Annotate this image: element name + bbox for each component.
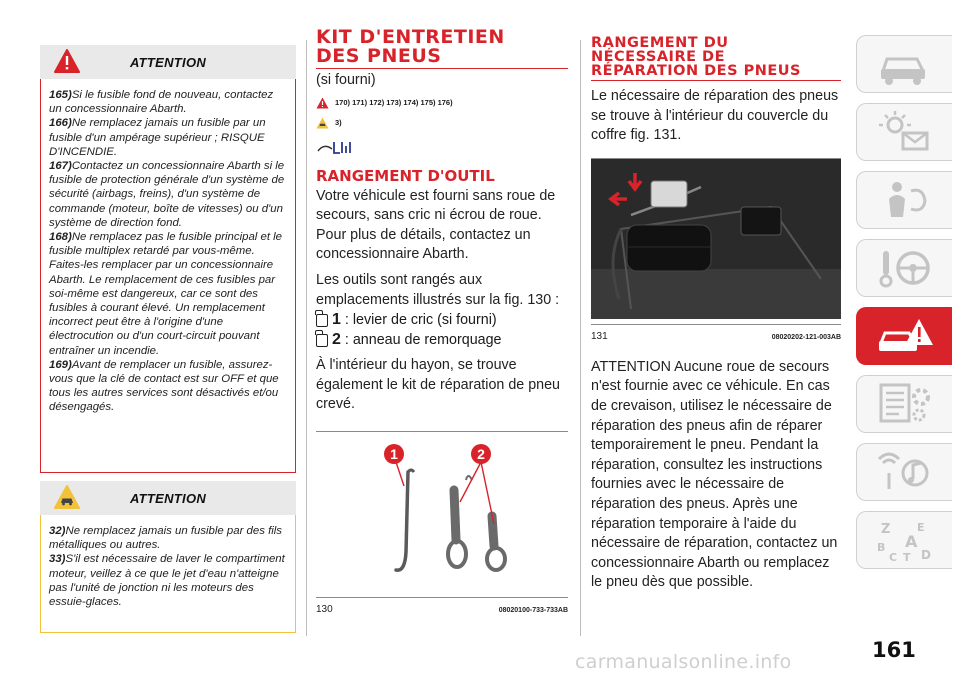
svg-text:Z: Z [880, 522, 890, 537]
multimedia-icon [875, 449, 935, 495]
svg-text:C: C [888, 551, 897, 563]
svg-text:T: T [902, 551, 911, 563]
environment-references: 3) [316, 117, 568, 129]
page-number: 161 [872, 638, 916, 662]
steering-wheel-icon [875, 245, 935, 291]
tab-warning-lights[interactable] [856, 103, 952, 161]
warning-box-2 [40, 515, 296, 633]
figure-number: 130 [316, 603, 333, 615]
figure-number: 131 [591, 330, 608, 342]
warning-title-2: ATTENTION [129, 490, 207, 506]
figure-bottom-rule [316, 597, 568, 598]
warning-item: 33)S'il est nécessaire de laver le compartiment moteur, veillez à ce que le jet d'eau n'atteigne pas l'unité de jonction ni les moteurs des essuie-glaces. [49, 553, 285, 609]
callout-label: 1 [390, 445, 398, 462]
tab-safety[interactable] [856, 171, 952, 229]
paragraph: Votre véhicule est fourni sans roue de secours, sans cric ni écrou de roue. Pour plus de détails, contactez un concessionnaire Abarth. [316, 187, 556, 263]
tire-kit-column [316, 28, 568, 615]
paragraph: ATTENTION Aucune roue de secours n'est fournie avec ce véhicule. En cas de crevaison, utilisez le nécessaire de réparation des pneus afin de réparer temporairement le pneu. Pendant la réparation, consultez les instructions fournies avec le nécessaire de réparation des pneus. Après une réparation temporaire à l'aide du nécessaire de réparation, contactez un concessionnaire Abarth ou remplacez le pneu dès que possible. [591, 358, 838, 591]
tab-emergency[interactable] [856, 307, 952, 365]
trunk-figure-131 [591, 159, 841, 319]
paragraph: Le nécessaire de réparation des pneus se trouve à l'intérieur du couvercle du coffre fig. 131. [591, 88, 839, 144]
tab-index[interactable] [856, 511, 952, 569]
title-underline [316, 68, 568, 69]
car-engine-warning-icon [316, 117, 329, 129]
warning-header-1 [40, 45, 296, 79]
warning-box-1 [40, 79, 296, 473]
column-divider [580, 40, 581, 636]
section-title: KIT D'ENTRETIEN DES PNEUS [316, 26, 505, 67]
tab-service[interactable] [856, 375, 952, 433]
car-dashboard-icon [875, 41, 935, 87]
title-underline [591, 80, 841, 81]
warning-item: 169)Avant de remplacer un fusible, assurez-vous que la clé de contact est sur OFF et que tous les autres services sont désactivés et/ou désengagés. [49, 358, 279, 414]
list-item: 2 : anneau de remorquage [316, 330, 568, 350]
warning-item: 165)Si le fusible fond de nouveau, contactez un concessionnaire Abarth. [49, 89, 274, 116]
tab-car-dashboard[interactable] [856, 35, 952, 93]
safety-airbag-icon [875, 177, 935, 223]
warning-references: 170) 171) 172) 173) 174) 175) 176) [316, 97, 568, 109]
service-maintenance-icon [875, 381, 935, 427]
svg-text:D: D [920, 548, 931, 562]
warning-triangle-icon [316, 97, 329, 109]
index-abc-icon [875, 517, 935, 563]
figure-caption [316, 604, 568, 615]
warning-triangle-icon [54, 49, 80, 73]
tab-driving[interactable] [856, 239, 952, 297]
key-icon [316, 314, 328, 327]
tab-multimedia[interactable] [856, 443, 952, 501]
warning-title-1: ATTENTION [129, 54, 207, 70]
list-item: 1 : levier de cric (si fourni) [316, 310, 568, 330]
environment-leaf-icon [316, 137, 568, 159]
svg-text:A: A [904, 532, 917, 551]
callout-label: 2 [477, 445, 485, 462]
key-icon [316, 334, 328, 347]
watermark: carmanualsonline.info [575, 651, 792, 673]
figure-code: 08020202-121-003AB [771, 333, 841, 341]
warning-lights-icon [875, 109, 935, 155]
repair-kit-column [591, 36, 841, 593]
tool-storage-title: RANGEMENT D'OUTIL [316, 166, 495, 185]
paragraph: Les outils sont rangés aux emplacements illustrés sur la fig. 130 : [316, 271, 560, 308]
section-title: RANGEMENT DU NÉCESSAIRE DE RÉPARATION DES PNEUS [591, 35, 801, 79]
warning-item: 167)Contactez un concessionnaire Abarth si le fusible de protection générale d'un système de sécurité (airbags, freins), d'un système de commande (moteur, boîte de vitesses) ou d'un système de direction fond. [49, 160, 285, 229]
subtitle: (si fourni) [316, 72, 376, 88]
tools-figure-130 [316, 432, 568, 592]
figure-code: 08020100-733-733AB [498, 606, 568, 614]
warning-item: 166)Ne remplacez jamais un fusible par un fusible d'un ampérage supérieur ; RISQUE D'INCENDIE. [49, 117, 266, 158]
car-engine-warning-icon [54, 485, 80, 509]
warning-item: 168)Ne remplacez pas le fusible principal et le fusible multiplex retardé par vous-même. Faites-les remplacer par un concessionnaire Abarth. Le remplacement de ces fusibles par soi-même est dangereux, car ce sont des fusibles à courant élevé. Un remplacement incorrect peut être à l'origine d'une électrocution ou d'un court-circuit pouvant entraîner un incendie. [49, 231, 283, 357]
svg-text:E: E [916, 521, 925, 534]
svg-text:B: B [876, 541, 885, 554]
figure-caption [591, 331, 841, 342]
paragraph: À l'intérieur du hayon, se trouve également le kit de réparation de pneu crevé. [316, 357, 561, 413]
warning-header-2 [40, 481, 296, 515]
emergency-car-icon [875, 313, 935, 359]
warning-item: 32)Ne remplacez jamais un fusible par des fils métalliques ou autres. [49, 525, 282, 552]
figure-bottom-rule [591, 324, 841, 325]
column-divider [306, 40, 307, 636]
